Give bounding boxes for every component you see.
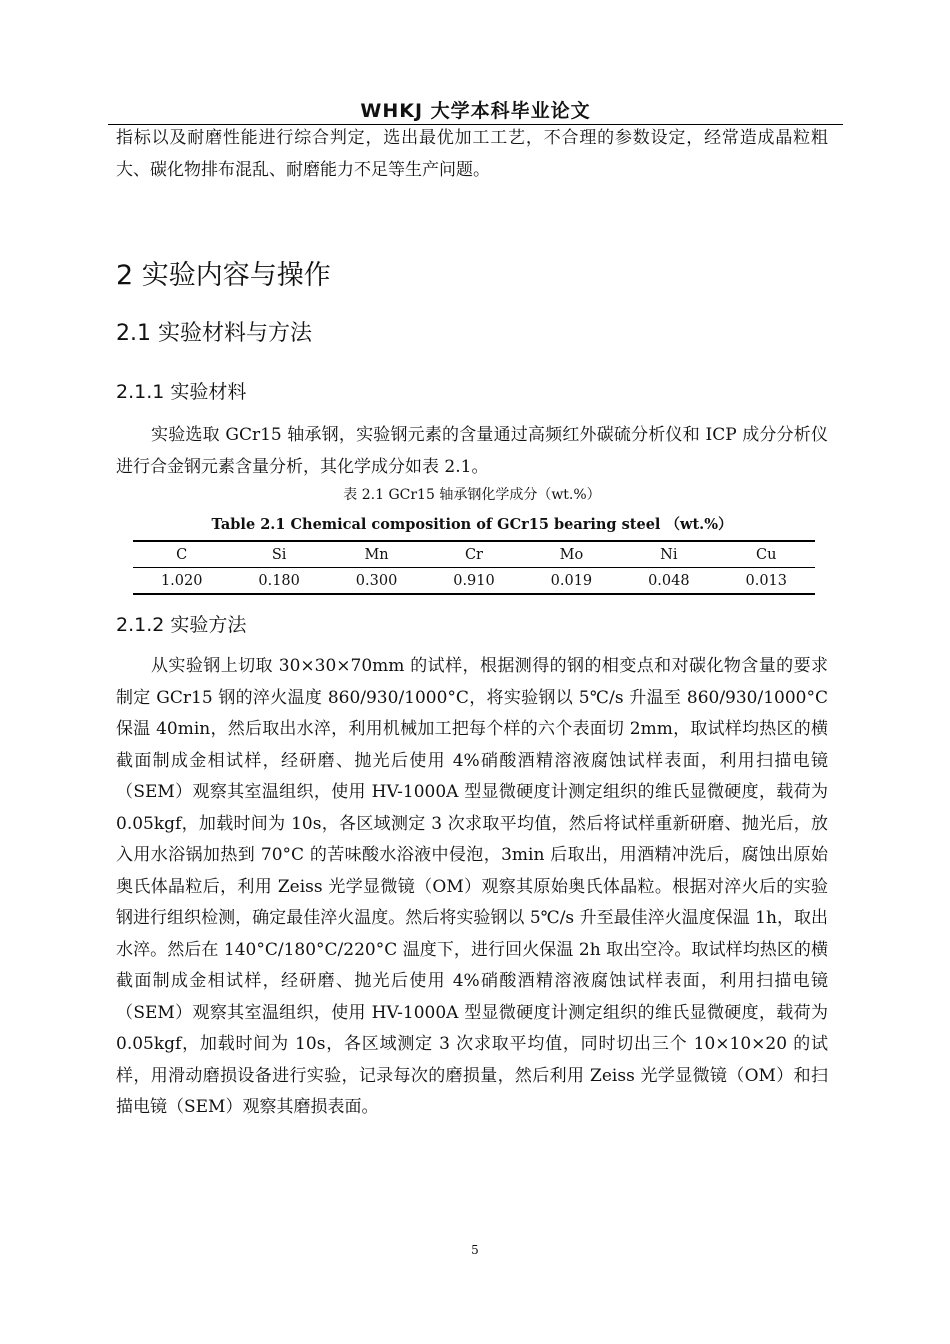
header-cell-si: Si — [271, 546, 287, 563]
composition-table — [133, 540, 815, 595]
table-caption-en: Table 2.1 Chemical composition of GCr15 bearing steel （wt.%） — [211, 516, 733, 533]
header-cell-c: C — [176, 546, 188, 563]
value-cell-ni: 0.048 — [648, 572, 690, 589]
methods-paragraph: 从实验钢上切取 30×30×70mm 的试样，根据测得的钢的相变点和对碳化物含量的要求制定 GCr15 钢的淬火温度 860/930/1000°C，将实验钢以 5℃/s 升温至 860/930/1000°C 保温 40min，然后取出水淬，利用机械加工把每个样的六个表面切 2mm，取试样均热区的横截面制成金相试样，经研磨、抛光后使用 4%硝酸酒精溶液腐蚀试样表面，利用扫描电镜（SEM）观察其室温组织，使用 HV-1000A 型显微硬度计测定组织的维氏显微硬度，载荷为 0.05kgf，加载时间为 10s，各区域测定 3 次求取平均值，然后将试样重新研磨、抛光后，放入用水浴锅加热到 70°C 的苦味酸水浴液中侵泡，3min 后取出，用酒精冲洗后，腐蚀出原始奥氏体晶粒后，利用 Zeiss 光学显微镜（OM）观察其原始奥氏体晶粒。根据对淬火后的实验钢进行组织检测，确定最佳淬火温度。然后将实验钢以 5℃/s 升至最佳淬火温度保温 1h，取出水淬。然后在 140°C/180°C/220°C 温度下，进行回火保温 2h 取出空冷。取试样均热区的横截面制成金相试样，经研磨、抛光后使用 4%硝酸酒精溶液腐蚀试样表面，利用扫描电镜（SEM）观察其室温组织，使用 HV-1000A 型显微硬度计测定组织的维氏显微硬度，载荷为 0.05kgf，加载时间为 10s，各区域测定 3 次求取平均值，同时切出三个 10×10×20 的试样，用滑动磨损设备进行实验，记录每次的磨损量，然后利用 Zeiss 光学显微镜（OM）和扫描电镜（SEM）观察其磨损表面。 — [116, 656, 828, 1117]
table-header-row — [133, 541, 815, 568]
table-caption-cn: 表 2.1 GCr15 轴承钢化学成分（wt.%） — [343, 487, 601, 503]
value-cell-c: 1.020 — [160, 572, 203, 589]
methods-heading: 2.1.2 实验方法 — [116, 614, 247, 636]
header-cell-cr: Cr — [464, 546, 483, 563]
page-header-title: WHKJ 大学本科毕业论文 — [360, 100, 591, 122]
subsection-heading: 2.1 实验材料与方法 — [116, 321, 312, 346]
intro-paragraph: 指标以及耐磨性能进行综合判定，选出最优加工工艺，不合理的参数设定，经常造成晶粒粗大、碳化物排布混乱、耐磨能力不足等生产问题。 — [116, 128, 828, 180]
header-cell-ni: Ni — [660, 546, 678, 563]
value-cell-cu: 0.013 — [745, 572, 788, 589]
header-cell-mo: Mo — [559, 546, 584, 563]
section-heading: 2 实验内容与操作 — [116, 260, 331, 291]
value-cell-mo: 0.019 — [550, 572, 593, 589]
header-cell-cu: Cu — [756, 546, 777, 563]
page-number: 5 — [471, 1243, 479, 1257]
materials-heading: 2.1.1 实验材料 — [116, 381, 247, 403]
table-row — [133, 568, 815, 595]
value-cell-cr: 0.910 — [453, 572, 495, 589]
materials-paragraph: 实验选取 GCr15 轴承钢，实验钢元素的含量通过高频红外碳硫分析仪和 ICP 成分分析仪进行合金钢元素含量分析，其化学成分如表 2.1。 — [116, 425, 828, 477]
value-cell-si: 0.180 — [258, 572, 300, 589]
value-cell-mn: 0.300 — [355, 572, 398, 589]
header-cell-mn: Mn — [364, 546, 389, 563]
